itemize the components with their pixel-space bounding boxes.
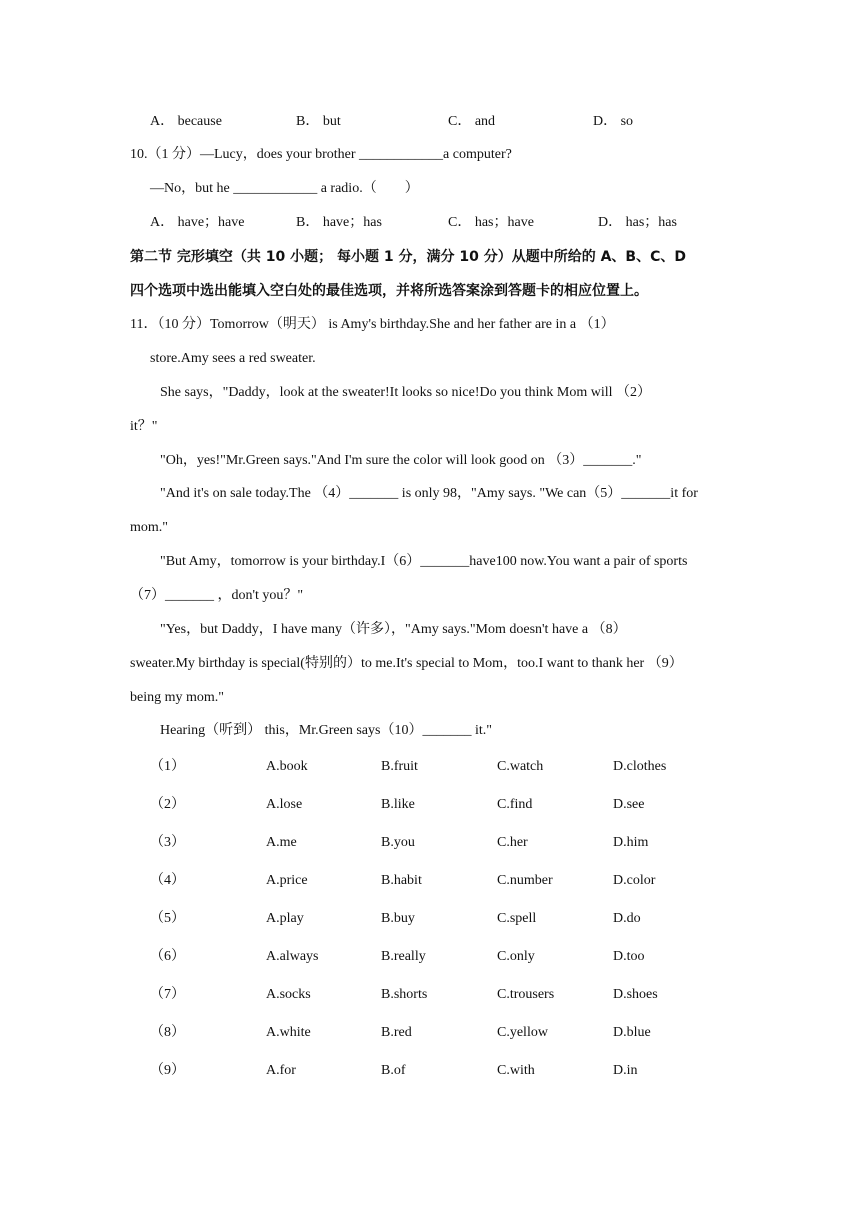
- choice-option-a: A.lose: [266, 797, 303, 812]
- choice-option-a: A.book: [266, 759, 308, 774]
- q11-passage-line: it？": [130, 419, 158, 434]
- choice-number: （2）: [150, 797, 185, 812]
- q10-question-line1: 10.（1 分）—Lucy，does your brother ____________a computer?: [130, 147, 512, 162]
- choice-row: [150, 986, 750, 1004]
- choice-row: [150, 910, 750, 928]
- choice-option-c: C.yellow: [497, 1025, 548, 1040]
- choice-option-d: D.too: [613, 949, 645, 964]
- q11-passage-line: （7）_______ ，don't you？": [130, 588, 304, 603]
- q9-option-b: B． but: [296, 114, 341, 129]
- section2-heading-line1: 第二节 完形填空（共 10 小题； 每小题 1 分，满分 10 分）从题中所给的 A、B、C、D: [130, 249, 686, 265]
- q9-option-c: C． and: [448, 114, 496, 129]
- choice-row: [150, 758, 750, 776]
- choice-row: [150, 796, 750, 814]
- choice-option-b: B.like: [381, 797, 415, 812]
- q11-passage-line: "And it's on sale today.The （4）_______ is only 98，"Amy says. "We can（5）_______it for: [160, 486, 698, 501]
- choice-number: （7）: [150, 987, 185, 1002]
- choice-option-b: B.habit: [381, 873, 422, 888]
- q10-option-d: D． has；has: [598, 215, 677, 230]
- q11-passage-line: "Yes，but Daddy，I have many（许多），"Amy says."Mom doesn't have a （8）: [160, 622, 627, 637]
- q10-option-a: A． have；have: [150, 215, 245, 230]
- q10-option-b: B． have；has: [296, 215, 382, 230]
- q9-option-d: D． so: [593, 114, 634, 129]
- q11-passage-line: "But Amy，tomorrow is your birthday.I（6）_______have100 now.You want a pair of sports: [160, 554, 688, 569]
- choice-option-a: A.for: [266, 1063, 296, 1078]
- choice-option-d: D.do: [613, 911, 641, 926]
- choice-option-c: C.watch: [497, 759, 544, 774]
- q10-option-c: C． has；have: [448, 215, 534, 230]
- choice-option-b: B.buy: [381, 911, 415, 926]
- choice-option-c: C.only: [497, 949, 535, 964]
- choice-option-d: D.blue: [613, 1025, 651, 1040]
- choice-number: （4）: [150, 873, 185, 888]
- choice-number: （8）: [150, 1025, 185, 1040]
- choice-option-a: A.socks: [266, 987, 311, 1002]
- choice-number: （1）: [150, 759, 185, 774]
- choice-option-b: B.red: [381, 1025, 412, 1040]
- q11-passage-line: sweater.My birthday is special(特别的）to me.It's special to Mom，too.I want to thank her （9）: [130, 656, 683, 671]
- choice-option-c: C.trousers: [497, 987, 555, 1002]
- q11-passage-line: "Oh，yes!"Mr.Green says."And I'm sure the color will look good on （3）_______.": [160, 453, 642, 468]
- choice-option-c: C.her: [497, 835, 528, 850]
- choice-row: [150, 1062, 750, 1080]
- q11-passage-line: store.Amy sees a red sweater.: [150, 351, 316, 366]
- choice-row: [150, 834, 750, 852]
- section2-heading-line2: 四个选项中选出能填入空白处的最佳选项，并将所选答案涂到答题卡的相应位置上。: [130, 283, 648, 299]
- choice-option-b: B.shorts: [381, 987, 428, 1002]
- choice-option-d: D.him: [613, 835, 649, 850]
- q11-passage-line: Hearing（听到） this，Mr.Green says（10）_______ it.": [160, 723, 492, 738]
- choice-option-a: A.always: [266, 949, 319, 964]
- choice-row: [150, 872, 750, 890]
- choice-option-c: C.find: [497, 797, 533, 812]
- choice-number: （5）: [150, 911, 185, 926]
- choice-option-d: D.clothes: [613, 759, 667, 774]
- choice-option-c: C.with: [497, 1063, 535, 1078]
- q10-question-line2: —No，but he ____________ a radio.（ ）: [150, 181, 419, 196]
- choice-option-c: C.spell: [497, 911, 537, 926]
- choice-option-b: B.of: [381, 1063, 406, 1078]
- choice-option-d: D.color: [613, 873, 656, 888]
- choice-option-b: B.really: [381, 949, 426, 964]
- choice-option-d: D.in: [613, 1063, 638, 1078]
- choice-option-a: A.price: [266, 873, 308, 888]
- choice-number: （9）: [150, 1063, 185, 1078]
- q9-option-a: A． because: [150, 114, 222, 129]
- choice-option-a: A.white: [266, 1025, 311, 1040]
- q11-passage-line: mom.": [130, 520, 168, 535]
- choice-option-a: A.me: [266, 835, 297, 850]
- q11-passage-line: 11．（10 分）Tomorrow（明天） is Amy's birthday.She and her father are in a （1）: [130, 317, 615, 332]
- choice-option-a: A.play: [266, 911, 304, 926]
- choice-row: [150, 948, 750, 966]
- choice-option-b: B.you: [381, 835, 415, 850]
- q11-passage-line: being my mom.": [130, 690, 224, 705]
- choice-option-c: C.number: [497, 873, 553, 888]
- choice-number: （3）: [150, 835, 185, 850]
- choice-option-b: B.fruit: [381, 759, 418, 774]
- choice-row: [150, 1024, 750, 1042]
- q11-passage-line: She says，"Daddy，look at the sweater!It looks so nice!Do you think Mom will （2）: [160, 385, 651, 400]
- choice-number: （6）: [150, 949, 185, 964]
- choice-option-d: D.see: [613, 797, 645, 812]
- choice-option-d: D.shoes: [613, 987, 658, 1002]
